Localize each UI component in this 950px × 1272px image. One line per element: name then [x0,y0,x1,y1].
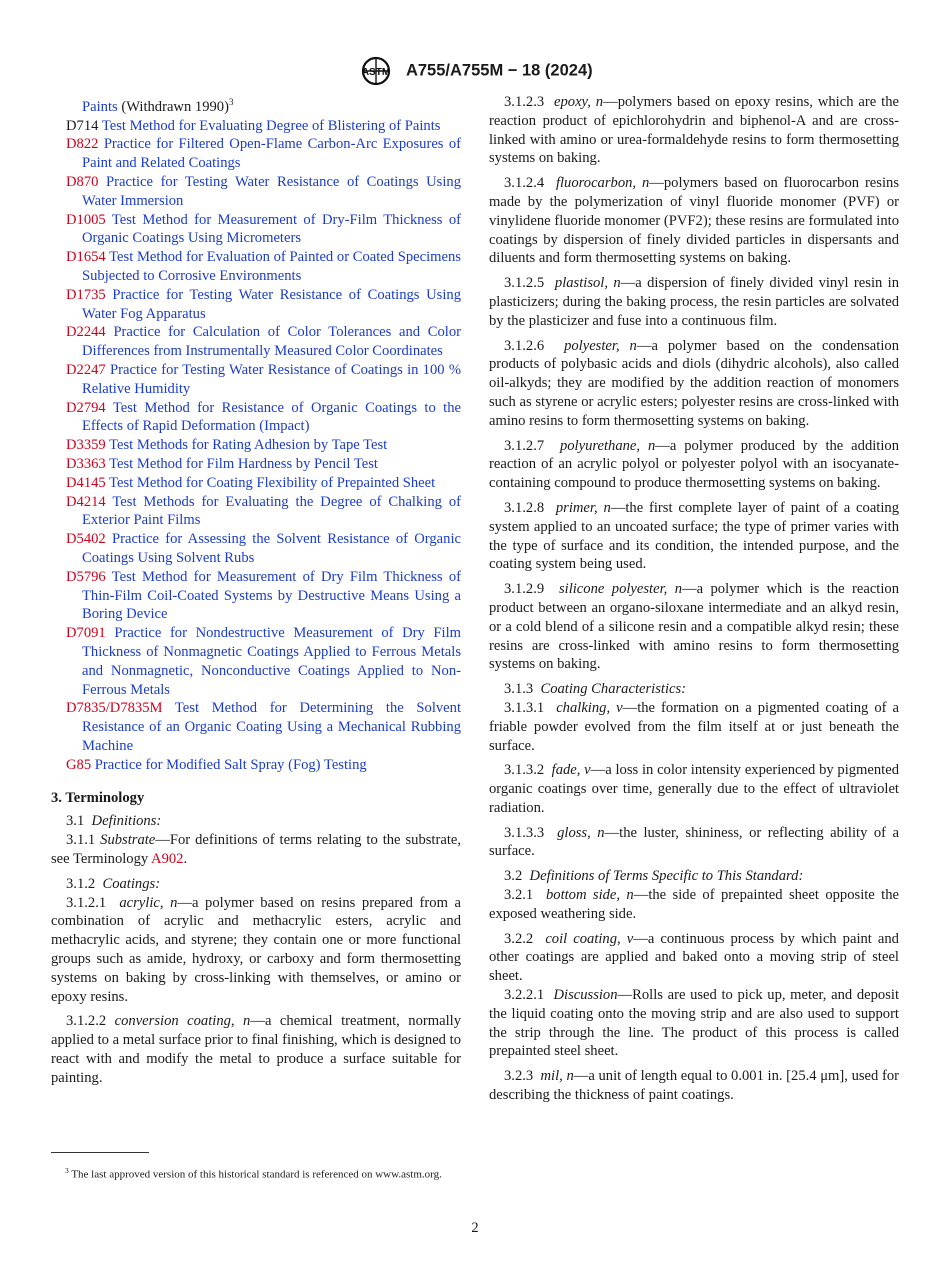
reference-code[interactable]: D3359 [66,437,106,454]
page-header [0,56,950,86]
reference-item [51,455,461,474]
reference-item [51,117,461,136]
reference-code[interactable]: D1735 [66,286,106,303]
reference-suffix: (Withdrawn 1990) [117,98,229,115]
reference-title[interactable]: Practice for Assessing the Solvent Resistance of Organic Coatings Using Solvent Rubs [82,531,461,566]
reference-code[interactable]: D2244 [66,324,106,341]
reference-title[interactable]: Practice for Filtered Open-Flame Carbon-Arc Exposures of Paint and Related Coatings [82,136,461,172]
reference-item [51,474,461,493]
reference-title[interactable]: Test Methods for Rating Adhesion by Tape Test [109,437,388,454]
footnote-divider [51,1152,149,1153]
reference-item [51,624,461,699]
reference-item [51,399,461,437]
reference-code[interactable]: D714 [66,117,99,134]
para-3-1-3-2: 3.1.3.2 fade, v—a loss in color intensity experienced by pigmented organic coatings over time, generally due to the effect of ultraviolet radiation. [489,762,900,816]
reference-item [51,568,461,624]
para-3-1-3: 3.1.3 Coating Characteristics: [504,681,687,698]
para-3-2-2: 3.2.2 coil coating, v—a continuous process by which paint and other coatings are applied and baked onto a moving strip of steel sheet. [489,930,899,985]
para-3-1-2-9: 3.1.2.9 silicone polyester, n—a polymer which is the reaction product between an organo-siloxane intermediate and an alkyd resin, or a cold blend of a silicone resin and a compatible alkyd resin; these resins are cross-linked with amino resins to form thermosetting systems on baking. [489,581,900,673]
left-column [51,93,461,1094]
section-heading-terminology: 3. Terminology [51,789,145,806]
reference-code[interactable]: D1005 [66,211,106,228]
reference-code[interactable]: D7091 [66,625,106,642]
reference-title[interactable]: Test Method for Resistance of Organic Coatings to the Effects of Rapid Deformation (Impact) [82,399,461,435]
para-3-1: 3.1 Definitions: [66,813,162,830]
reference-code[interactable]: D7835/D7835M [66,700,163,717]
reference-code[interactable]: D2794 [66,399,106,416]
para-3-1-2: 3.1.2 Coatings: [66,875,161,892]
astm-logo-icon [357,56,395,86]
reference-code[interactable]: D822 [66,136,99,153]
reference-title[interactable]: Practice for Testing Water Resistance of Coatings in 100 % Relative Humidity [82,362,462,397]
reference-code[interactable]: D5402 [66,531,106,548]
para-3-2-1: 3.2.1 bottom side, n—the side of prepainted sheet opposite the exposed weathering side. [489,887,899,922]
reference-title[interactable]: Test Method for Film Hardness by Pencil Test [109,456,378,472]
reference-code[interactable]: D4145 [66,474,106,491]
para-3-1-2-2: 3.1.2.2 conversion coating, n—a chemical treatment, normally applied to a metal surface prior to final finishing, which is designed to react with and modify the metal to produce a surface suitable for painting. [51,1013,461,1086]
reference-title[interactable]: Paints [82,98,118,115]
reference-item [51,756,461,775]
reference-code[interactable]: G85 [66,756,92,773]
svg-text:ASTM: ASTM [362,67,391,78]
reference-code[interactable]: D870 [66,174,99,191]
reference-code[interactable]: D3363 [66,456,106,472]
reference-item [51,699,461,755]
link-a902[interactable]: A902 [151,850,184,867]
para-3-1-2-5: 3.1.2.5 plastisol, n—a dispersion of finely divided vinyl resin in plasticizers; during the baking process, the resin particles are solvated by the plasticizer and fuse into a continuous film. [489,275,900,329]
reference-title[interactable]: Test Method for Evaluating Degree of Blistering of Paints [101,117,441,134]
reference-title[interactable]: Practice for Modified Salt Spray (Fog) Testing [94,756,367,773]
footnote-marker: 3 [228,97,234,107]
para-3-2-3: 3.2.3 mil, n—a unit of length equal to 0.001 in. [25.4 μm], used for describing the thickness of paint coatings. [489,1068,899,1104]
reference-code[interactable]: D2247 [66,362,106,379]
reference-title[interactable]: Test Methods for Evaluating the Degree of Chalking of Exterior Paint Films [82,493,462,529]
para-3-2-2-1: 3.2.2.1 Discussion—Rolls are used to pick up, meter, and deposit the liquid coating onto the moving strip and are also used to support the strip through the line. The product of this process is called prepainted steel sheet. [489,987,900,1060]
reference-title[interactable]: Test Method for Measurement of Dry-Film Thickness of Organic Coatings Using Micrometers [82,211,461,247]
reference-item [51,530,461,568]
reference-title[interactable]: Test Method for Evaluation of Painted or Coated Specimens Subjected to Corrosive Environments [82,249,461,285]
reference-code[interactable]: D1654 [66,249,106,266]
reference-title[interactable]: Test Method for Coating Flexibility of Prepainted Sheet [109,474,436,491]
reference-item [51,135,461,173]
reference-title[interactable]: Practice for Nondestructive Measurement of Dry Film Thickness of Nonmagnetic Coatings Applied to Ferrous Metals and Nonmagnetic, Nonconductive Coatings Applied to Non-Ferrous Metals [82,625,461,698]
reference-item [51,436,461,455]
reference-item [51,361,461,399]
footnote-3: $^3$ The last approved version of this historical standard is referenced on www.astm.org. [65,1166,442,1181]
reference-item [51,248,461,286]
para-3-1-2-3: 3.1.2.3 epoxy, n—polymers based on epoxy resins, which are the reaction product of epichlorohydrin and biphenol-A and are cross-linked with amino or urea-formaldehyde resins to form thermosetting systems on baking. [489,94,900,167]
para-3-1-2-6: 3.1.2.6 polyester, n—a polymer based on the condensation products of polybasic acids and diols (dihydric alcohols), also called oil-alkyds; they are modified by the addition reaction of monomers such as styrene or acrylic esters; polyester resins are cross-linked with amino resins to form thermosetting systems on baking. [489,337,899,429]
document-designation: A755/A755M − 18 (2024) [405,61,593,80]
reference-title[interactable]: Test Method for Determining the Solvent Resistance of an Organic Coating Using a Mechanical Rubbing Machine [82,700,461,754]
para-3-1-3-1: 3.1.3.1 chalking, v—the formation on a pigmented coating of a friable powder evolved from the film itself at or just beneath the surface. [489,699,899,754]
referenced-documents-list [51,93,461,775]
para-3-1-2-8: 3.1.2.8 primer, n—the first complete layer of paint of a coating system applied to an uncoated surface; the type of primer varies with the type of surface and its condition, the intended purpose, and the coating system being used. [489,499,900,573]
reference-item [51,493,461,531]
reference-title[interactable]: Practice for Testing Water Resistance of Coatings Using Water Immersion [82,174,462,209]
reference-item [51,286,461,324]
para-3-1-2-4: 3.1.2.4 fluorocarbon, n—polymers based on fluorocarbon resins made by the polymerization of vinyl fluoride monomer (PVF) or vinylidene fluoride monomer (PVF2); these resins are formulated into coatings by dispersion of finely divided particles in dispersants and diluents and form thermosetting systems on baking. [489,175,899,267]
reference-code[interactable]: D4214 [66,493,106,510]
page-number: 2 [471,1220,479,1236]
reference-item [51,211,461,249]
para-3-1-2-7: 3.1.2.7 polyurethane, n—a polymer produced by the addition reaction of an acrylic polyol or polyester polyol with an isocyanate-containing compound to produce thermosetting systems on baking. [489,437,899,492]
para-3-1-2-1: 3.1.2.1 acrylic, n—a polymer based on resins prepared from a combination of acrylic and methacrylic esters, acrylic and methacrylic acids, and styrene; they contain one or more functional groups such as amide, hydroxy, or carboxy and form thermosetting systems on baking by cross-linking with themselves, or amino or epoxy resins. [51,894,461,1005]
reference-item [51,93,461,117]
reference-item [51,323,461,361]
para-3-1-3-3: 3.1.3.3 gloss, n—the luster, shininess, or reflecting ability of a surface. [489,824,899,860]
reference-item [51,173,461,211]
para-3-2: 3.2 Definitions of Terms Specific to This Standard: [504,868,804,885]
reference-code[interactable]: D5796 [66,568,106,585]
reference-title[interactable]: Practice for Calculation of Color Tolerances and Color Differences from Instrumentally Measured Color Coordinates [82,324,461,360]
para-3-1-1: 3.1.1 Substrate—For definitions of terms relating to the substrate, see Terminology A902. [51,832,462,867]
reference-title[interactable]: Practice for Testing Water Resistance of Coatings Using Water Fog Apparatus [82,286,461,322]
right-column [489,93,899,1111]
reference-title[interactable]: Test Method for Measurement of Dry Film Thickness of Thin-Film Coil-Coated Systems by Destructive Means Using a Boring Device [82,568,461,623]
